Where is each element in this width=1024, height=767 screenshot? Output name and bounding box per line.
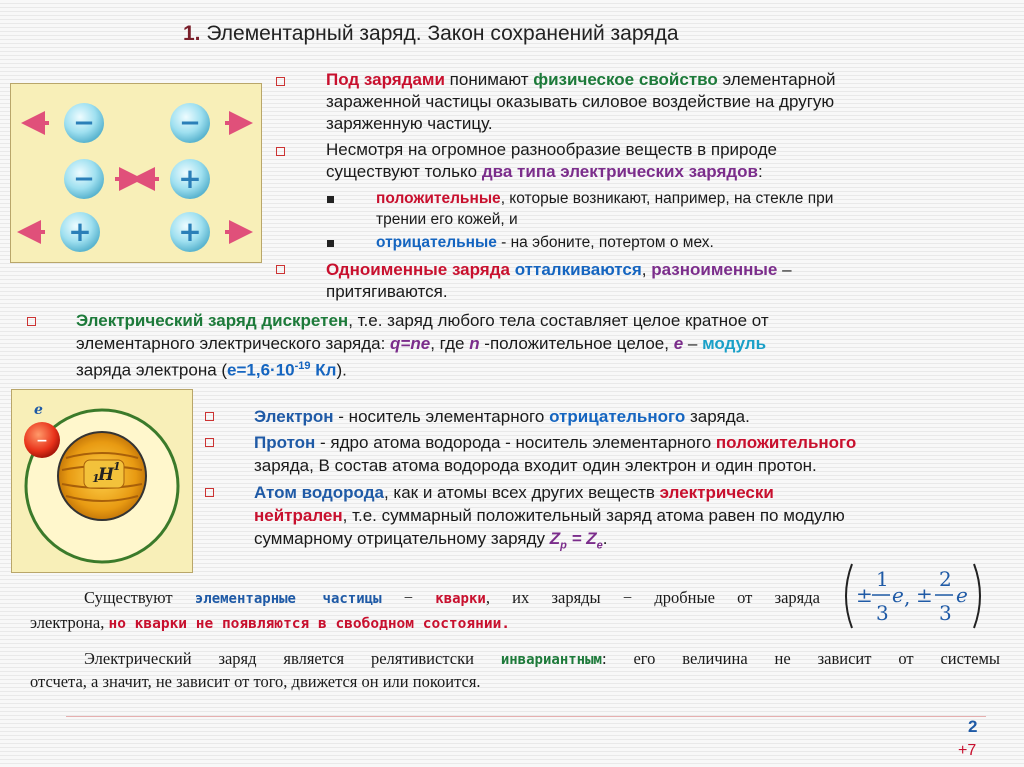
page-number: 2 <box>968 717 978 736</box>
bullet-square <box>27 317 36 326</box>
plus-sign: + <box>178 162 202 195</box>
quark-charge-formula <box>838 560 988 632</box>
formula-svg <box>838 560 988 632</box>
sub-bullet <box>327 240 334 247</box>
hydrogen-atom-definition: Атом водорода, как и атомы всех других веществ электрически нейтрален, т.е. суммарный положительный заряд атома равен по модулю суммарному отрицательному заряду $Z_p = Z_e$. <box>254 483 845 552</box>
nucleus-pre: 1 <box>92 472 100 485</box>
charge-types-intro: Несмотря на огромное разнообразие веществ в природе существуют только два типа электрических зарядов: <box>326 140 777 181</box>
bullet-square <box>205 488 214 497</box>
positive-charges: положительные, которые возникают, например, на стекле при трении его кожей, и <box>376 190 834 228</box>
quarks-paragraph: Существуют элементарные частицы − кварки, их заряды − дробные от заряда электрона, но кварки не появляются в свободном состоянии. <box>30 588 820 632</box>
minus-sign: − <box>179 108 201 138</box>
bullet-square <box>205 438 214 447</box>
charge-discreteness: Электрический заряд дискретен, т.е. заряд любого тела составляет целое кратное от элементарного электрического заряда: q=ne, где n -положительное целое, е – модуль заряда электрона ($е=1,6\cdot 10^{-19}$ Кл). <box>76 311 769 380</box>
bullet-square <box>276 77 285 86</box>
electron-definition: Электрон - носитель элементарного отрицательного заряда. <box>254 407 750 426</box>
plus-sign: + <box>178 215 202 248</box>
interaction-rule: Одноименные заряда отталкиваются, разноименные – притягиваются. <box>326 260 792 301</box>
atom-svg <box>12 390 192 572</box>
minus-sign: − <box>73 108 95 138</box>
hydrogen-atom-illustration <box>11 389 193 573</box>
footer-divider <box>66 716 986 717</box>
page-title <box>183 22 679 46</box>
svg-text:±: ± <box>856 583 873 607</box>
svg-text:3: 3 <box>939 601 952 625</box>
svg-text:3: 3 <box>876 601 889 625</box>
negative-charges: отрицательные - на эбоните, потертом о мех. <box>376 234 714 251</box>
svg-text:e: e <box>892 583 904 607</box>
page-extra: +7 <box>958 742 977 759</box>
charge-definition: Под зарядами понимают физическое свойство элементарной зараженной частицы оказывать силовое воздействие на другую заряженную частицу. <box>326 70 836 133</box>
bullet-square <box>276 147 285 156</box>
nucleus-symbol: H <box>98 465 115 485</box>
invariance-paragraph: Электрический заряд является релятивистски инвариантным: его величина не зависит от системы отсчета, а значит, не зависит от того, движется он или покоится. <box>30 649 1001 691</box>
minus-sign: − <box>73 164 95 194</box>
electron-label: e <box>34 402 43 418</box>
bullet-square <box>205 412 214 421</box>
svg-text:e: e <box>956 583 968 607</box>
proton-definition: Протон - ядро атома водорода - носитель элементарного положительного заряда, В состав атома водорода входит один электрон и один протон. <box>254 433 857 475</box>
nucleus-sup: 1 <box>113 460 121 473</box>
charges-svg <box>11 84 261 262</box>
plus-sign: + <box>68 215 92 248</box>
charges-illustration <box>10 83 262 263</box>
electron-sign: − <box>36 433 48 449</box>
svg-text:,: , <box>904 585 911 609</box>
svg-text:2: 2 <box>939 567 952 591</box>
svg-text:±: ± <box>916 583 933 607</box>
title-number: 1. <box>183 22 201 45</box>
bullet-square <box>276 265 285 274</box>
title-text: Элементарный заряд. Закон сохранений заряда <box>206 22 679 45</box>
svg-text:1: 1 <box>876 567 889 591</box>
sub-bullet <box>327 196 334 203</box>
